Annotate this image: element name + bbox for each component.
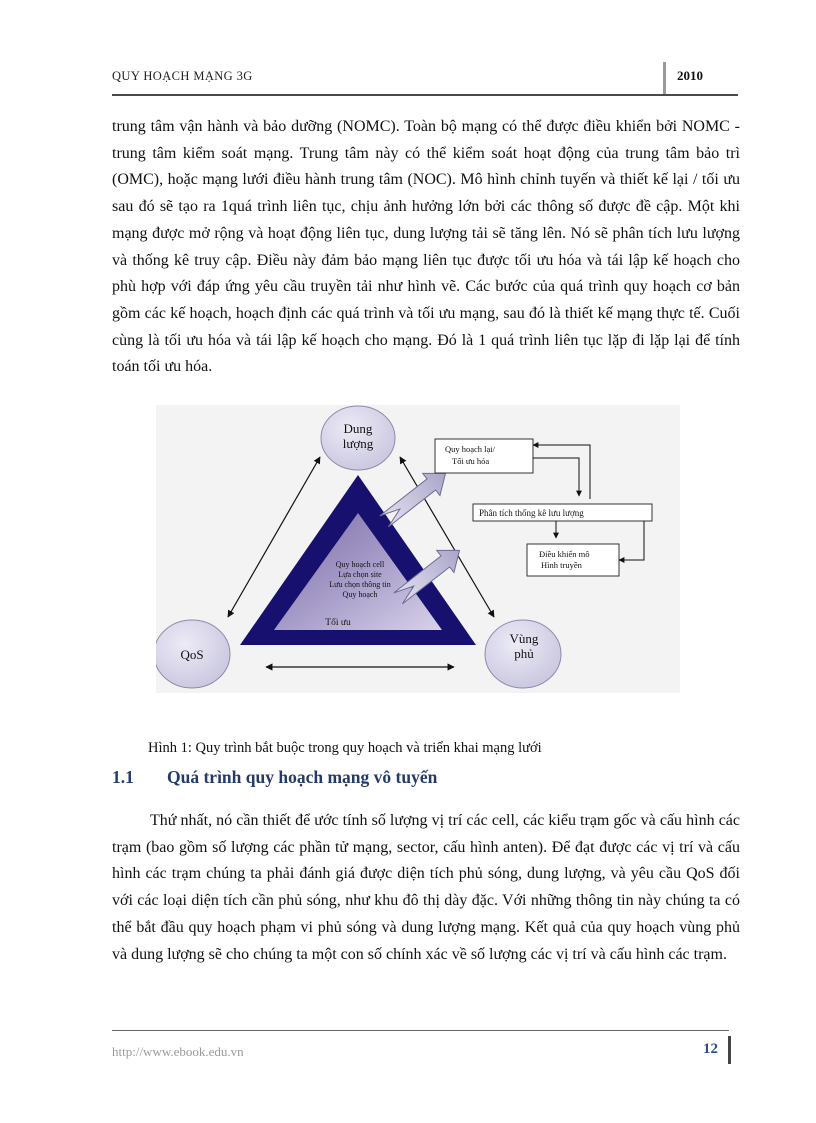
triangle-line-4: Quy hoạch [342,590,378,599]
box-replan-label-2: Tối ưu hóa [452,456,490,466]
circle-qos-label: QoS [180,647,204,662]
figure-svg [156,405,680,693]
triangle-bottom-label: Tối ưu [325,618,351,628]
footer-url: http://www.ebook.edu.vn [112,1044,244,1059]
paragraph-1: trung tâm vận hành và bảo dưỡng (NOMC). Toàn bộ mạng có thể được điều khiển bởi NOMC - trung tâm kiểm soát mạng. Trung tâm này có thể kiểm soát hoạt động của trung tâm bảo trì (OMC), hoặc mạng lưới điều hành trung tâm (NOC). Mô hình chỉnh tuyến và thiết kế lại / tối ưu sau đó sẽ tạo ra 1quá trình liên tục, chịu ảnh hưởng lớn bởi các thông số được đề cập. Một khi mạng được mở rộng và hoạt động liên tục, dung lượng tải sẽ tăng lên. Nó sẽ phân tích lưu lượng và thống kê truy cập. Điều này đảm bảo mạng liên tục được tối ưu hóa và tái lập kế hoạch cho phù hợp với đáp ứng yêu cầu truyền tải như hình vẽ. Các bước của quá trình quy hoạch cơ bản gồm các kế hoạch, hoạch định các quá trình và tối ưu mạng, sau đó là thiết kế mạng thực tế. Cuối cùng là tối ưu hóa và tái lập kế hoạch cho mạng. Đó là 1 quá trình liên tục lặp đi lặp lại để tính toán tối ưu hóa. [112,118,740,376]
page-header [112,62,738,96]
circle-coverage-label-2: phủ [514,646,534,661]
footer-rule [112,1030,729,1031]
page-number: 12 [703,1041,718,1057]
footer-divider [728,1036,731,1064]
triangle-line-2: Lựa chọn site [338,570,382,579]
box-replan-label-1: Quy hoạch lại/ [445,444,496,454]
header-title: QUY HOẠCH MẠNG 3G [112,69,253,83]
section-heading [112,767,437,788]
section-number: 1.1 [112,767,134,787]
figure-caption: Hình 1: Quy trình bắt buộc trong quy hoạch và triển khai mạng lưới [148,740,542,756]
header-year: 2010 [677,68,703,83]
box-prop-label-1: Điều khiển mô [539,549,590,559]
box-traffic-label: Phân tích thống kê lưu lượng [479,508,584,518]
circle-coverage-label-1: Vùng [509,631,539,646]
circle-capacity-label-1: Dung [343,421,373,436]
circle-capacity-label-2: lượng [342,436,374,451]
header-rule [112,94,738,96]
triangle-line-1: Quy hoạch cell [335,560,385,569]
paragraph-2: Thứ nhất, nó cần thiết để ước tính số lượng vị trí các cell, các kiểu trạm gốc và cấu hình các trạm (bao gồm số lượng các phần tử mạng, sector, cấu hình anten). Để đạt được các vị trí và cấu hình các trạm chúng ta phải đánh giá được diện tích phủ sóng, dung lượng, và yêu cầu QoS đối với các loại diện tích cần phủ sóng, như khu đô thị dày đặc. Với những thông tin này chúng ta có thể bắt đầu quy hoạch phạm vi phủ sóng và dung lượng mạng. Kết quả của quy hoạch vùng phủ và dung lượng sẽ cho chúng ta một con số chính xác về số lượng các vị trí và cấu hình các trạm. [112,812,740,963]
section-title: Quá trình quy hoạch mạng vô tuyến [167,767,438,787]
box-prop-label-2: Hình truyền [541,560,582,570]
planning-process-figure [156,405,680,693]
header-divider [663,62,666,94]
triangle-line-3: Lưu chọn thông tin [329,580,391,589]
